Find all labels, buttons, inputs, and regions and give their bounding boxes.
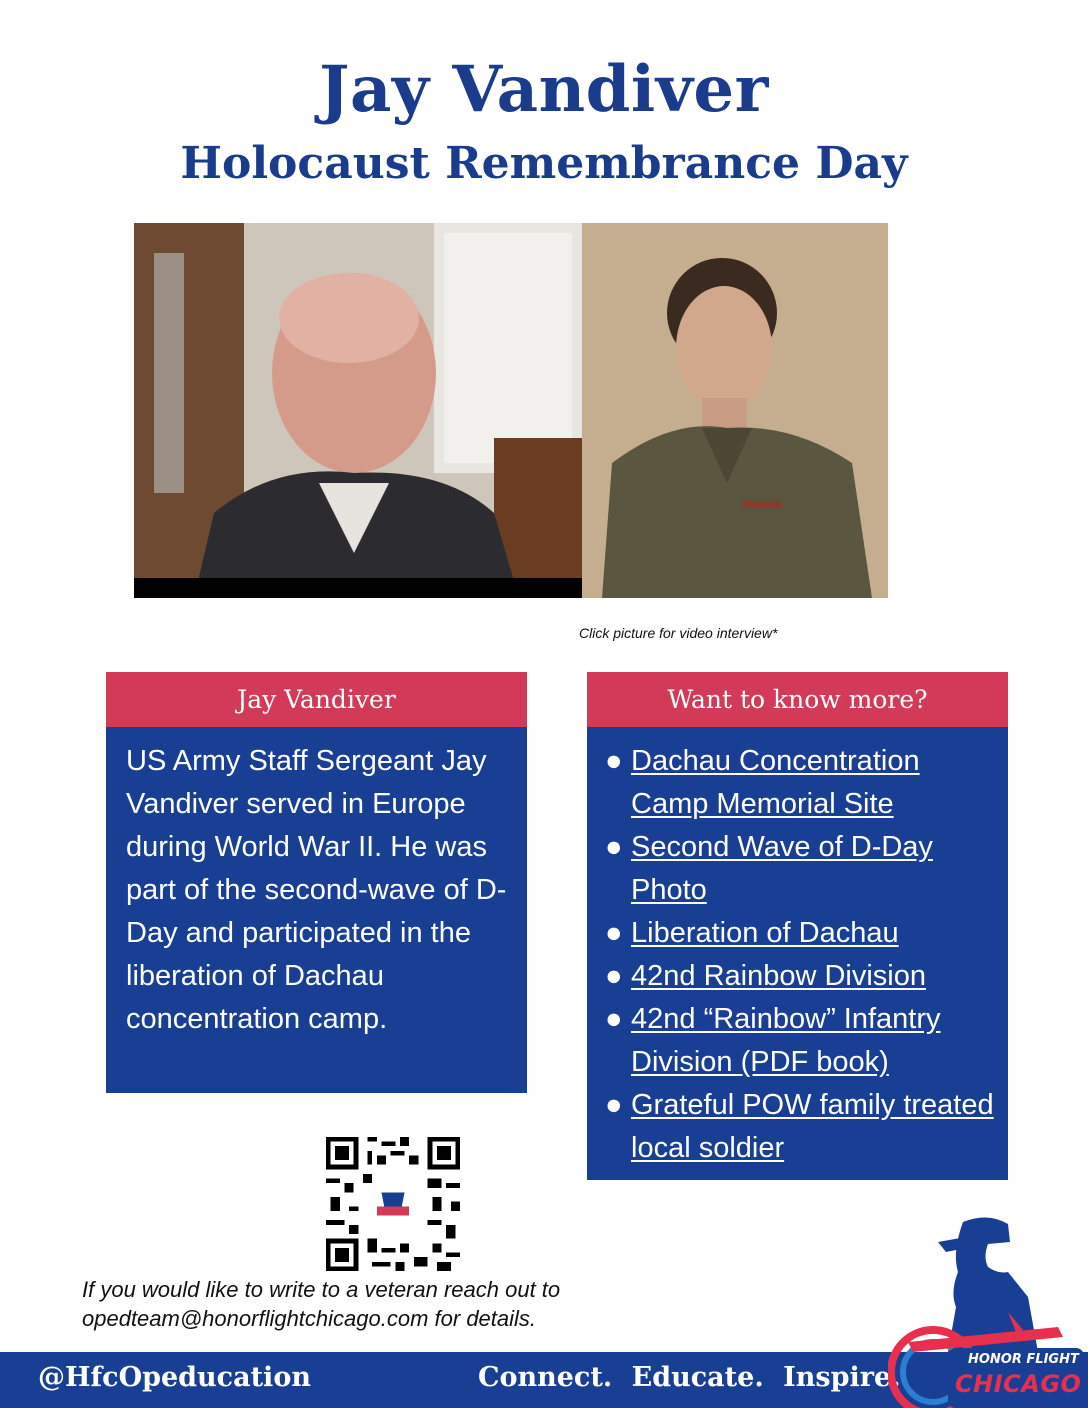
list-item	[605, 826, 998, 912]
bio-panel	[106, 727, 527, 1093]
qr-code	[326, 1137, 460, 1271]
link-liberation-of-dachau[interactable]: Liberation of Dachau	[631, 917, 899, 949]
list-item	[605, 955, 998, 998]
bio-text: US Army Staff Sergeant Jay Vandiver served in Europe during World War II. He was part of the second-wave of D-Day and participated in the liberation of Dachau concentration camp.	[126, 745, 507, 1035]
link-grateful-pow-family[interactable]: Grateful POW family treated local soldier	[631, 1089, 994, 1164]
list-item	[605, 998, 998, 1084]
page-title: Jay Vandiver	[319, 52, 769, 127]
bullet-icon: ●	[605, 745, 623, 777]
bullet-icon: ●	[605, 1003, 623, 1035]
list-item	[605, 1084, 998, 1170]
logo-text-chicago: CHICAGO	[955, 1370, 1082, 1398]
veteran-wwii-photo[interactable]	[582, 223, 888, 598]
list-item	[605, 912, 998, 955]
more-info-heading: Want to know more?	[587, 672, 1008, 727]
link-42nd-rainbow-division[interactable]: 42nd Rainbow Division	[631, 960, 926, 992]
link-rainbow-pdf-book[interactable]: 42nd “Rainbow” Infantry Division (PDF book)	[631, 1003, 941, 1078]
footer-tagline: Connect. Educate. Inspire.	[478, 1362, 901, 1393]
link-second-wave-photo[interactable]: Second Wave of D-Day Photo	[631, 831, 933, 906]
link-dachau-memorial[interactable]: Dachau Concentration Camp Memorial Site	[631, 745, 920, 820]
bio-heading: Jay Vandiver	[106, 672, 527, 727]
resource-link-list	[605, 740, 998, 1170]
social-handle: @HfcOpeducation	[38, 1362, 311, 1393]
bullet-icon: ●	[605, 917, 623, 949]
contact-line-1: If you would like to write to a veteran reach out to	[82, 1277, 561, 1302]
bullet-icon: ●	[605, 960, 623, 992]
more-info-panel	[587, 727, 1008, 1180]
list-item	[605, 740, 998, 826]
bullet-icon: ●	[605, 831, 623, 863]
contact-note	[82, 1275, 560, 1333]
contact-email-line[interactable]: opedteam@honorflightchicago.com for details.	[82, 1306, 537, 1331]
bullet-icon: ●	[605, 1089, 623, 1121]
veteran-present-photo[interactable]	[134, 223, 582, 598]
photo-caption: Click picture for video interview*	[579, 625, 778, 641]
page-subtitle: Holocaust Remembrance Day	[180, 138, 908, 189]
logo-text-honor-flight: HONOR FLIGHT	[968, 1352, 1079, 1367]
